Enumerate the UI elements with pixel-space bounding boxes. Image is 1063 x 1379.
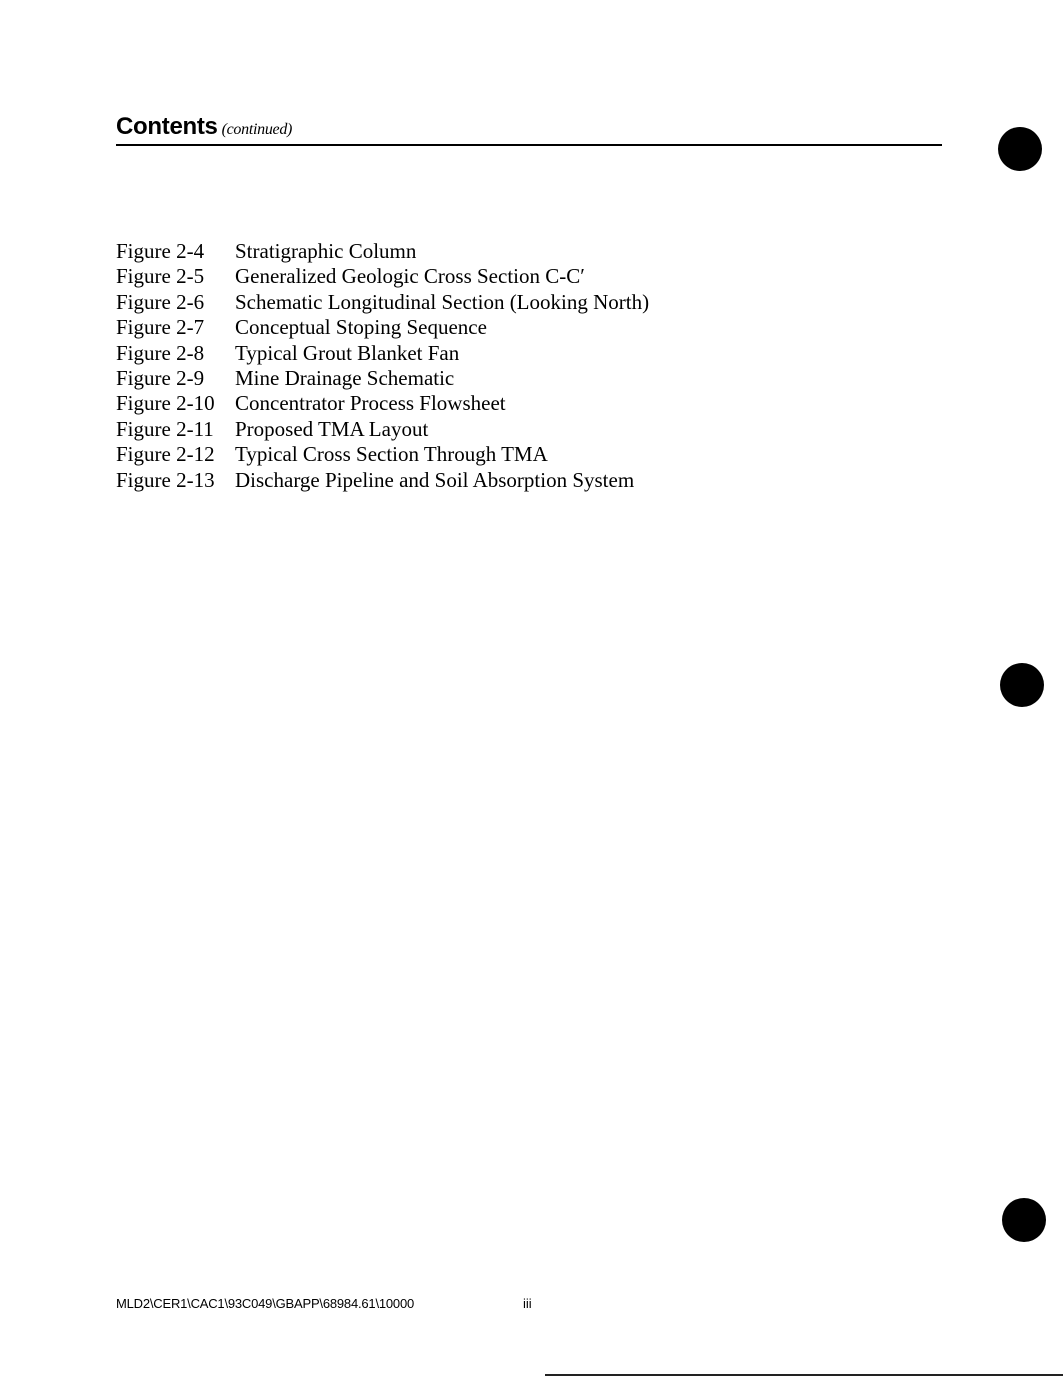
figure-number: Figure 2-7 (116, 315, 205, 340)
list-item (116, 468, 649, 493)
list-item (116, 290, 649, 315)
list-item (116, 264, 649, 289)
list-item (116, 391, 649, 416)
figure-title: Proposed TMA Layout (235, 416, 429, 441)
figure-title: Discharge Pipeline and Soil Absorption System (235, 467, 635, 492)
figure-title: Concentrator Process Flowsheet (235, 391, 506, 416)
figure-number: Figure 2-12 (116, 442, 215, 467)
list-item (116, 239, 649, 264)
scan-edge-line (545, 1374, 1063, 1376)
punch-hole-middle (1000, 663, 1044, 707)
figure-title: Stratigraphic Column (235, 239, 417, 263)
contents-header (116, 110, 942, 146)
figure-number: Figure 2-11 (116, 416, 214, 441)
figure-title: Mine Drainage Schematic (235, 366, 455, 391)
page-title (116, 113, 292, 141)
footer-file-path: MLD2\CER1\CAC1\93C049\GBAPP\68984.61\10000 (116, 1296, 415, 1311)
page-title-text: Contents (116, 113, 218, 140)
figure-number: Figure 2-8 (116, 340, 205, 365)
figure-title: Schematic Longitudinal Section (Looking North) (235, 289, 650, 314)
list-item (116, 366, 649, 391)
page-subtitle: (continued) (221, 121, 293, 138)
figure-number: Figure 2-6 (116, 289, 205, 314)
list-item (116, 417, 649, 442)
figure-list (116, 239, 649, 493)
figure-title: Typical Grout Blanket Fan (235, 340, 460, 365)
page-number: iii (523, 1296, 532, 1311)
figure-number: Figure 2-4 (116, 239, 205, 263)
figure-number: Figure 2-9 (116, 366, 205, 391)
figure-title: Generalized Geologic Cross Section C-C′ (235, 264, 585, 289)
figure-title: Conceptual Stoping Sequence (235, 315, 487, 340)
punch-hole-bottom (1002, 1198, 1046, 1242)
figure-number: Figure 2-13 (116, 467, 215, 492)
figure-title: Typical Cross Section Through TMA (235, 442, 548, 467)
list-item (116, 442, 649, 467)
list-item (116, 315, 649, 340)
punch-hole-top (998, 127, 1042, 171)
figure-number: Figure 2-5 (116, 264, 205, 289)
figure-number: Figure 2-10 (116, 391, 215, 416)
list-item (116, 341, 649, 366)
